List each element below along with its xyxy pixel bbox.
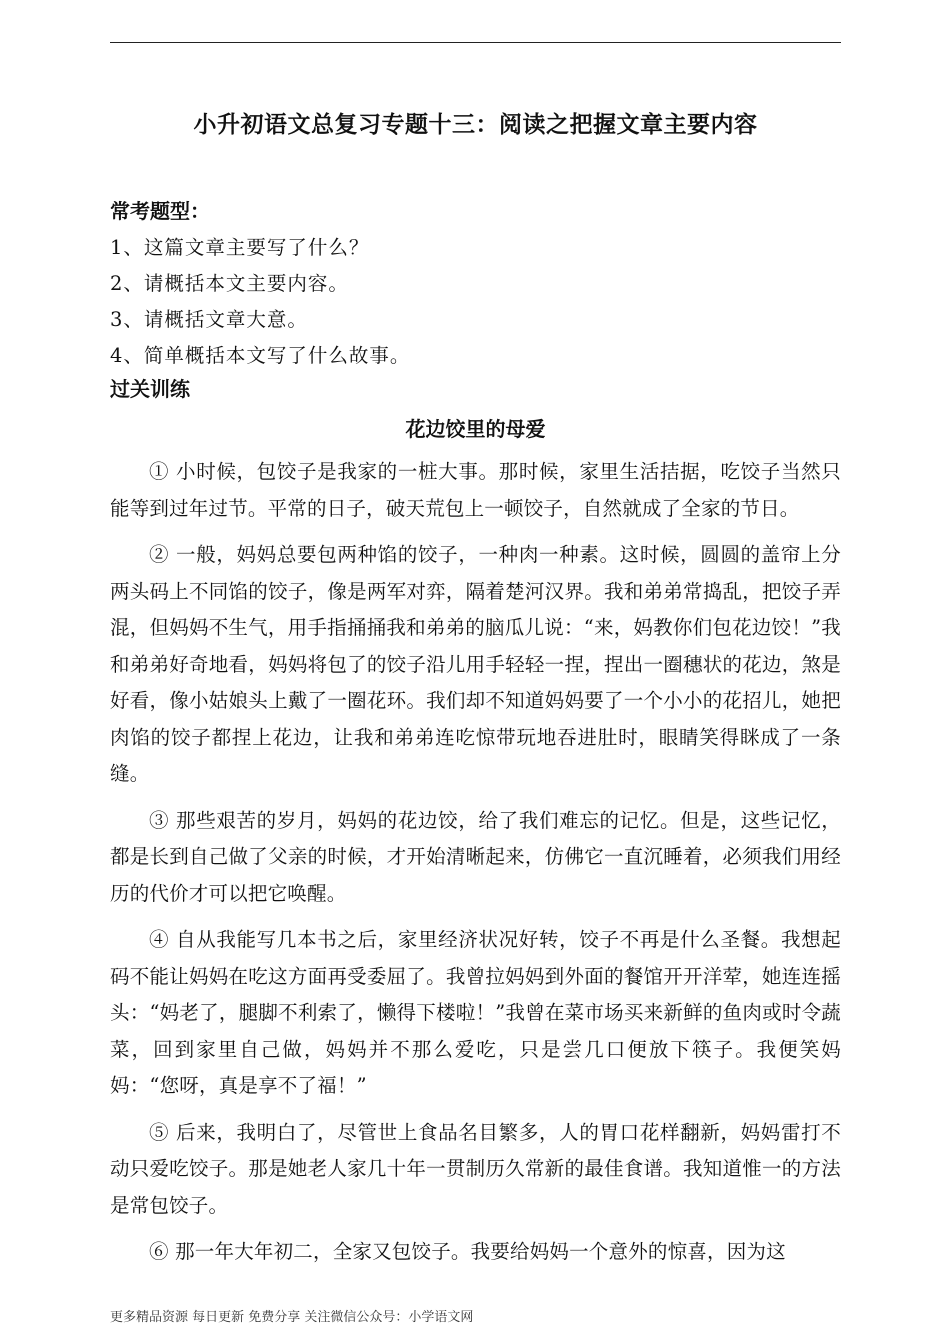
header-rule <box>110 42 841 43</box>
story-paragraph: ⑤ 后来，我明白了，尽管世上食品名目繁多，人的胃口花样翻新，妈妈雷打不动只爱吃饺子。那是她老人家几十年一贯制历久常新的最佳食谱。我知道惟一的方法是常包饺子。 <box>110 1120 841 1217</box>
training-heading: 过关训练 <box>110 377 190 401</box>
question-item: 4、简单概括本文写了什么故事。 <box>110 344 411 367</box>
question-item: 1、这篇文章主要写了什么？ <box>110 236 370 259</box>
story-paragraph: ⑥ 那一年大年初二，全家又包饺子。我要给妈妈一个意外的惊喜，因为这 <box>149 1240 786 1263</box>
document-body <box>110 196 841 1271</box>
question-item: 2、请概括本文主要内容。 <box>110 272 349 295</box>
story-paragraph: ② 一般，妈妈总要包两种馅的饺子，一种肉一种素。这时候，圆圆的盖帘上分两头码上不同馅的饺子，像是两军对弈，隔着楚河汉界。我和弟弟常捣乱，把饺子弄混，但妈妈不生气，用手指捅捅我和弟弟的脑瓜儿说：“来，妈教你们包花边饺！”我和弟弟好奇地看，妈妈将包了的饺子沿儿用手轻轻一捏，捏出一圈穗状的花边，煞是好看，像小姑娘头上戴了一圈花环。我们却不知道妈妈要了一个小小的花招儿，她把肉馅的饺子都捏上花边，让我和弟弟连吃惊带玩地吞进肚时，眼睛笑得眯成了一条缝。 <box>110 543 841 785</box>
story-title: 花边饺里的母爱 <box>405 417 546 441</box>
question-item: 3、请概括文章大意。 <box>110 308 308 331</box>
story-paragraph: ④ 自从我能写几本书之后，家里经济状况好转，饺子不再是什么圣餐。我想起码不能让妈妈在吃这方面再受委屈了。我曾拉妈妈到外面的餐馆开开洋荤，她连连摇头：“妈老了，腿脚不利索了，懒得下楼啦！”我曾在菜市场买来新鲜的鱼肉或时令蔬菜，回到家里自己做，妈妈并不那么爱吃，只是尝几口便放下筷子。我便笑妈妈：“您呀，真是享不了福！” <box>110 928 841 1097</box>
question-types-heading: 常考题型： <box>110 199 210 223</box>
page-title: 小升初语文总复习专题十三：阅读之把握文章主要内容 <box>193 111 758 138</box>
question-list <box>110 230 841 374</box>
story-paragraph: ③ 那些艰苦的岁月，妈妈的花边饺，给了我们难忘的记忆。但是，这些记忆，都是长到自己做了父亲的时候，才开始清晰起来，仿佛它一直沉睡着，必须我们用经历的代价才可以把它唤醒。 <box>110 808 841 905</box>
story-paragraph: ① 小时候，包饺子是我家的一桩大事。那时候，家里生活拮据，吃饺子当然只能等到过年过节。平常的日子，破天荒包上一顿饺子，自然就成了全家的节日。 <box>110 460 841 520</box>
page-footer: 更多精品资源 每日更新 免费分享 关注微信公众号：小学语文网 <box>110 1310 474 1325</box>
